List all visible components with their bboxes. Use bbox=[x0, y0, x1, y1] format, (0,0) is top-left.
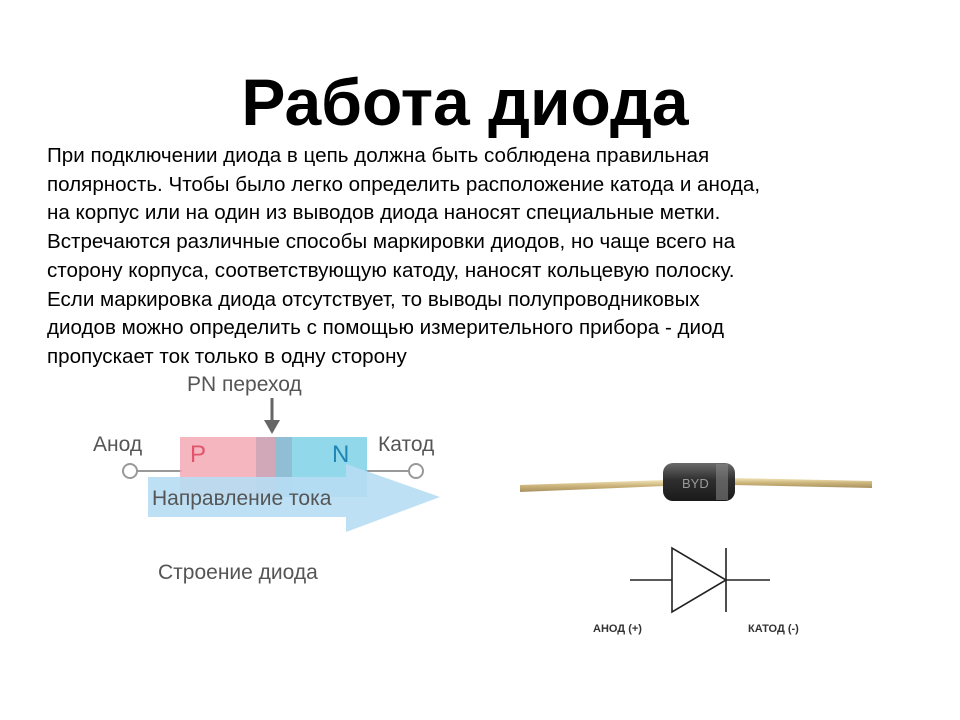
page-title: Работа диода bbox=[241, 65, 689, 139]
cathode-band bbox=[716, 464, 728, 500]
body-paragraph bbox=[47, 142, 927, 372]
paragraph-line: сторону корпуса, соответствующую катоду, наносят кольцевую полоску. bbox=[47, 258, 735, 282]
paragraph-line: полярность. Чтобы было легко определить расположение катода и анода, bbox=[47, 172, 761, 196]
diode-structure-diagram bbox=[0, 360, 470, 600]
diode-photo-left-lead bbox=[520, 480, 666, 492]
paragraph-line: Если маркировка диода отсутствует, то выводы полупроводниковых bbox=[47, 287, 700, 311]
anode-label: Анод bbox=[93, 433, 143, 456]
structure-caption: Строение диода bbox=[158, 561, 318, 584]
symbol-anode-label: АНОД (+) bbox=[593, 623, 642, 635]
paragraph-line: Встречаются различные способы маркировки диодов, но чаще всего на bbox=[47, 230, 736, 254]
diode-body-marking: BYD bbox=[682, 476, 709, 491]
n-label: N bbox=[332, 441, 350, 468]
paragraph-line: пропускает ток только в одну сторону bbox=[47, 344, 407, 368]
symbol-cathode-label: КАТОД (-) bbox=[748, 623, 799, 635]
cathode-terminal bbox=[409, 464, 423, 478]
current-direction-label: Направление тока bbox=[152, 487, 332, 510]
junction-pointer-arrowhead bbox=[264, 420, 280, 434]
anode-terminal bbox=[123, 464, 137, 478]
p-label: P bbox=[190, 441, 207, 468]
cathode-label: Катод bbox=[378, 433, 435, 456]
diode-photo-right-lead bbox=[732, 478, 872, 488]
paragraph-line: на корпус или на один из выводов диода наносят специальные метки. bbox=[47, 201, 721, 225]
paragraph-line: При подключении диода в цепь должна быть соблюдена правильная bbox=[47, 144, 710, 167]
pn-junction-label: PN переход bbox=[187, 373, 302, 396]
diode-photo-and-symbol bbox=[500, 440, 900, 650]
symbol-triangle bbox=[672, 548, 726, 612]
paragraph-line: диодов можно определить с помощью измерительного прибора - диод bbox=[47, 316, 725, 340]
